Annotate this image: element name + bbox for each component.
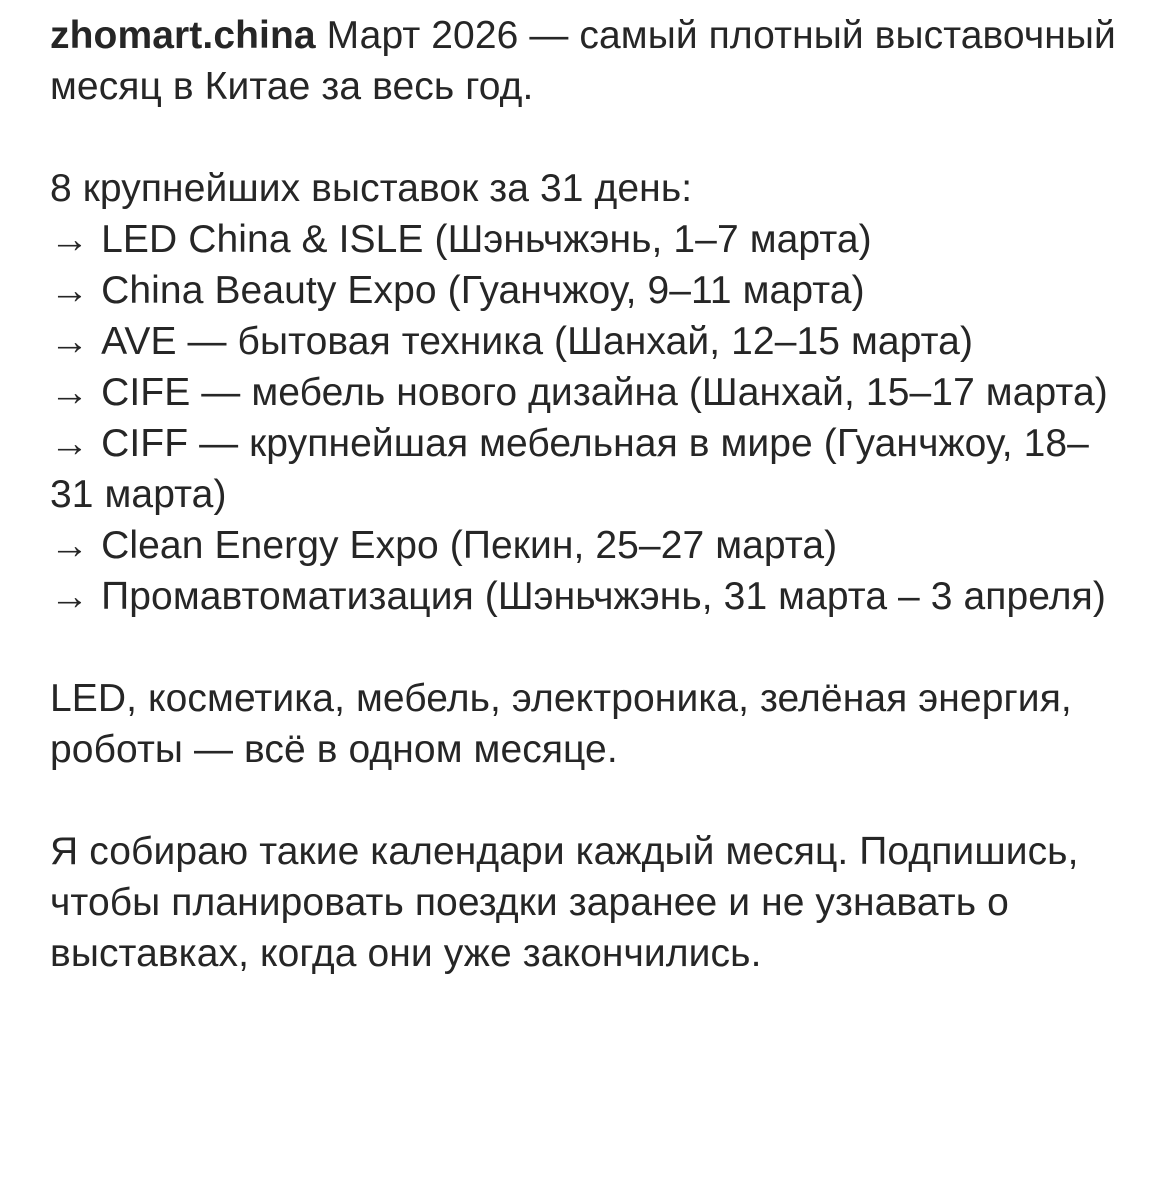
exhibition-list-paragraph (50, 163, 1130, 622)
list-item (50, 367, 1130, 418)
arrow-right-icon: → (50, 575, 90, 618)
list-item-text: LED China & ISLE (Шэньчжэнь, 1–7 марта) (101, 218, 872, 261)
list-item (50, 316, 1130, 367)
list-item (50, 571, 1130, 622)
arrow-right-icon: → (50, 320, 90, 363)
list-item (50, 520, 1130, 571)
list-item-text: China Beauty Expo (Гуанчжоу, 9–11 марта) (101, 269, 865, 312)
list-item-text: AVE — бытовая техника (Шанхай, 12–15 марта) (101, 320, 974, 363)
list-item (50, 214, 1130, 265)
caption-headline-paragraph (50, 10, 1130, 112)
list-item-text: Clean Energy Expo (Пекин, 25–27 марта) (101, 524, 838, 567)
list-item (50, 265, 1130, 316)
cta-paragraph: Я собираю такие календари каждый месяц. Подпишись, чтобы планировать поездки заранее и не узнавать о выставках, когда они уже закончились. (50, 830, 1079, 975)
list-item-text: Промавтоматизация (Шэньчжэнь, 31 марта – 3 апреля) (101, 575, 1106, 618)
list-item-text: CIFE — мебель нового дизайна (Шанхай, 15–17 марта) (101, 371, 1108, 414)
arrow-right-icon: → (50, 371, 90, 414)
arrow-right-icon: → (50, 218, 90, 261)
headline-text: Март 2026 — самый плотный выставочный месяц в Китае за весь год. (50, 14, 1116, 108)
list-intro: 8 крупнейших выставок за 31 день: (50, 167, 693, 210)
list-item (50, 418, 1130, 520)
list-item-text: CIFF — крупнейшая мебельная в мире (Гуанчжоу, 18–31 марта) (50, 422, 1089, 516)
username-link[interactable]: zhomart.china (50, 14, 316, 57)
post-caption (50, 10, 1130, 1030)
arrow-right-icon: → (50, 524, 90, 567)
summary-paragraph: LED, косметика, мебель, электроника, зелёная энергия, роботы — всё в одном месяце. (50, 677, 1072, 771)
arrow-right-icon: → (50, 422, 90, 465)
arrow-right-icon: → (50, 269, 90, 312)
